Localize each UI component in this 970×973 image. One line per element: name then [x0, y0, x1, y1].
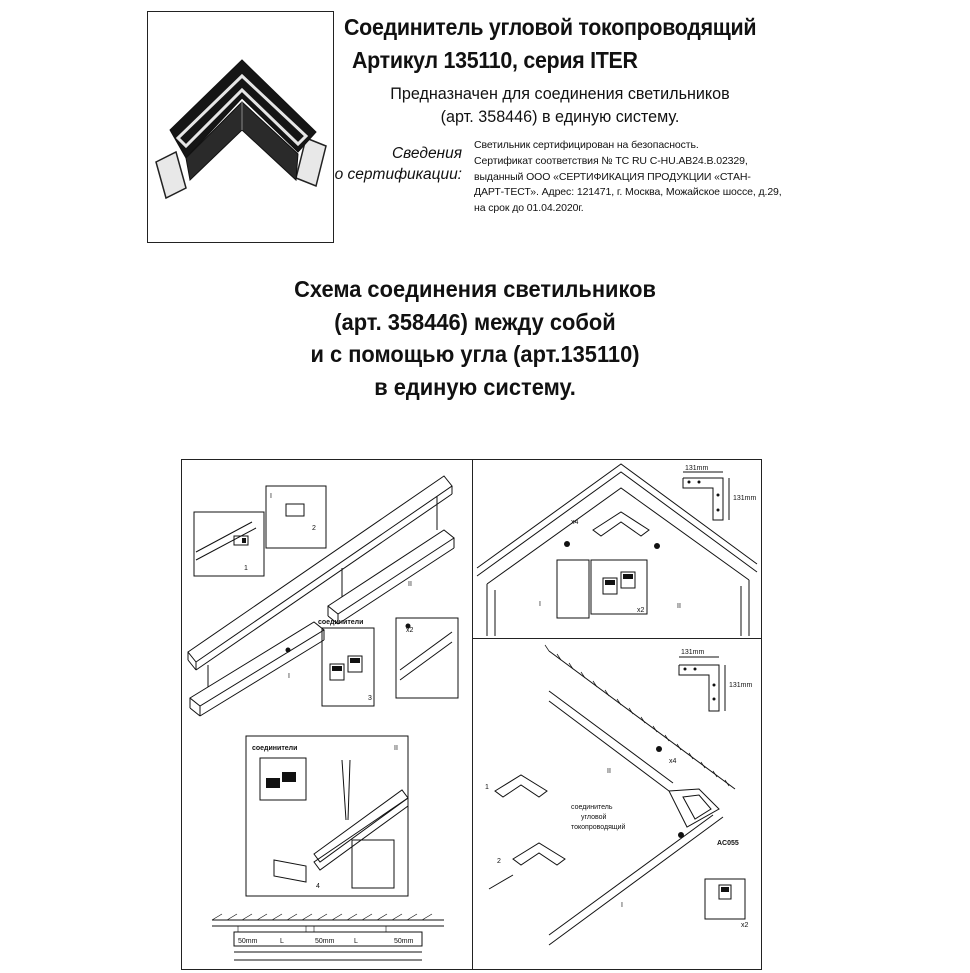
roman-2-label: II	[394, 745, 398, 752]
connector-label-line: угловой	[581, 814, 607, 821]
x4-label: x4	[669, 758, 677, 765]
scheme-title-line: (арт. 358446) между собой	[334, 308, 616, 335]
roman-1-label: I	[539, 601, 541, 608]
step-2-label: 2	[312, 525, 316, 532]
dim-L-right: L	[354, 938, 358, 945]
roman-2-label: II	[607, 768, 611, 775]
certification-line: ДАРТ-ТЕСТ». Адрес: 121471, г. Москва, Можайское шоссе, д.29,	[474, 186, 782, 199]
roman-1-label: I	[621, 902, 623, 909]
roman-1-label: I	[270, 493, 272, 500]
certification-heading	[330, 143, 462, 185]
connectors-label-top: соединители	[318, 619, 364, 626]
connector-label-line: соединитель	[571, 804, 613, 811]
scheme-title-line: Схема соединения светильников	[294, 276, 656, 302]
dim-131mm-horizontal: 131mm	[685, 465, 709, 472]
dim-50mm-left: 50mm	[238, 938, 258, 945]
roman-1-label: I	[288, 673, 290, 680]
step-2-label: 2	[497, 858, 501, 865]
product-purpose	[370, 82, 750, 128]
scheme-title-line: и с помощью угла (арт.135110)	[310, 341, 640, 367]
certification-heading-line: о сертификации:	[334, 166, 462, 183]
x2-label: x2	[406, 627, 414, 634]
ceiling-corner-drawing	[473, 639, 760, 968]
x4-label: x4	[571, 519, 579, 526]
dim-L-left: L	[280, 938, 284, 945]
diagram-ceiling-corner	[472, 638, 762, 970]
roman-2-label: II	[408, 581, 412, 588]
step-4-label: 4	[316, 883, 320, 890]
product-photo	[147, 11, 334, 243]
x2-label: x2	[741, 922, 749, 929]
purpose-line: (арт. 358446) в единую систему.	[440, 107, 680, 126]
certification-line: Светильник сертифицирован на безопасность.	[474, 139, 699, 151]
dim-131mm-vertical: 131mm	[733, 495, 757, 502]
diagram-straight-connection	[181, 459, 473, 970]
product-title: Соединитель угловой токопроводящий	[344, 14, 757, 40]
purpose-line: Предназначен для соединения светильников	[390, 84, 730, 103]
certification-line: выданный ООО «СЕРТИФИКАЦИЯ ПРОДУКЦИИ «СТАН-	[474, 170, 751, 183]
ac055-label: AC055	[717, 840, 739, 847]
certification-heading-line: Сведения	[391, 145, 462, 162]
corner-connection-drawing	[473, 460, 760, 637]
step-3-label: 3	[368, 695, 372, 702]
dim-50mm-middle: 50mm	[315, 938, 335, 945]
connectors-label-bottom: соединители	[252, 745, 298, 752]
diagram-corner-connection	[472, 459, 762, 639]
dim-50mm-right: 50mm	[394, 938, 414, 945]
straight-connection-drawing	[182, 460, 471, 968]
connector-label-line: токопроводящий	[571, 824, 626, 831]
certification-text	[474, 138, 804, 217]
roman-2-label: II	[677, 603, 681, 610]
product-article: Артикул 135110, серия ITER	[352, 47, 638, 73]
step-1-label: 1	[244, 565, 248, 572]
corner-connector-illustration	[148, 12, 332, 241]
scheme-title	[173, 273, 778, 403]
step-1-label: 1	[485, 784, 489, 791]
x2-label: x2	[637, 607, 645, 614]
dim-131mm-horizontal: 131mm	[681, 649, 705, 656]
dim-131mm-vertical: 131mm	[729, 682, 753, 689]
certification-line: Сертификат соответствия № ТС RU C-HU.АВ24.В.02329,	[474, 154, 748, 167]
scheme-title-line: в единую систему.	[374, 373, 576, 400]
certification-line: на срок до 01.04.2020г.	[474, 202, 584, 215]
